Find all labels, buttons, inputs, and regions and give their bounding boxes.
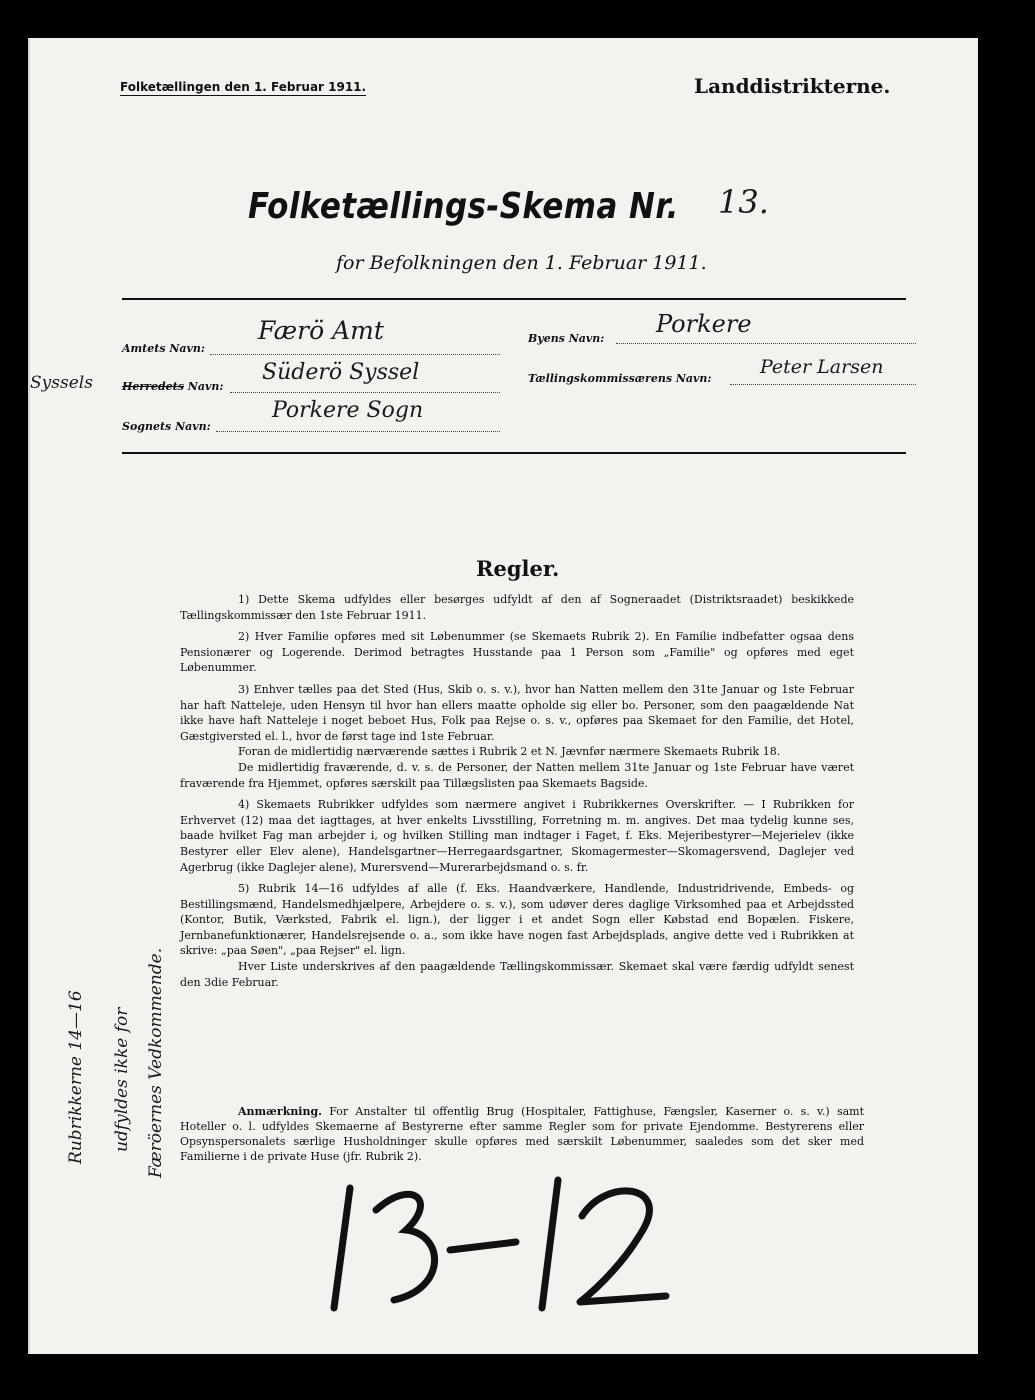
header-district-type: Landdistrikterne. — [694, 74, 891, 98]
amt-value: Færö Amt — [258, 316, 384, 345]
note-label: Anmærkning. — [238, 1105, 323, 1118]
note-text: For Anstalter til offentlig Brug (Hospitaler, Fattighuse, Fængsler, Kaserner o. s. v.) samt Hoteller o. l. udfyldes Skemaerne af Bestyrerne efter samme Regler som for private Ejendomme. Bestyrerens eller Opsynspersonalets særlige Husholdninger skulle opføres med særskilt Løbenummer, saaledes som det sker med Familierne i de private Huse (jfr. Rubrik 2). — [180, 1105, 864, 1163]
margin-note-line-1: Rubrikkerne 14—16 — [66, 990, 86, 1164]
census-form-page — [28, 38, 978, 1354]
herred-label-rest: Navn: — [187, 380, 224, 393]
herred-label — [122, 380, 223, 393]
herred-label-struck: Herredets — [122, 380, 184, 393]
rule-paragraph-3b: Foran de midlertidig nærværende sættes i Rubrik 2 et N. Jævnfør nærmere Skemaets Rubrik 18. — [238, 745, 781, 759]
kommissaer-value: Peter Larsen — [760, 356, 884, 378]
rule-paragraph-3c: De midlertidig fraværende, d. v. s. de Personer, der Natten mellem 31te Januar og 1ste Februar have været fraværende fra Hjemmet, opføres særskilt paa Tillægslisten paa Skemaets Bagside. — [180, 760, 854, 790]
header-census-date: Folketællingen den 1. Februar 1911. — [120, 80, 367, 94]
margin-note-line-3: Færöernes Vedkommende. — [146, 947, 166, 1178]
kommissaer-line — [730, 384, 916, 385]
rules-heading: Regler. — [476, 556, 560, 581]
form-subtitle: for Befolkningen den 1. Februar 1911. — [336, 252, 707, 274]
rule-paragraph-2: 2) Hver Familie opføres med sit Løbenummer (se Skemaets Rubrik 2). En Familie indbefatter ogsaa dens Pensionærer og Logerende. Derimod betragtes Husstande paa 1 Person som „Familie" og opføres med eget Løbenummer. — [180, 630, 854, 675]
sogn-line — [216, 431, 500, 432]
rule-paragraph-3: 3) Enhver tælles paa det Sted (Hus, Skib o. s. v.), hvor han Natten mellem den 31te Januar og 1ste Februar har haft Natteleje, uden Hensyn til hvor han ellers maatte opholde sig eller bo. Personer, som den paagældende Nat ikke have haft Natteleje i noget beboet Hus, Folk paa Rejse o. s. v., opføres paa Skemaet for den Familie, det Hotel, Gæstgiversted el. l., hvor de først tage ind 1ste Februar. — [180, 682, 854, 743]
kommissaer-label: Tællingskommissærens Navn: — [528, 372, 712, 385]
by-label: Byens Navn: — [528, 332, 605, 345]
note-block — [180, 1104, 864, 1164]
top-divider — [122, 298, 906, 300]
herred-margin-correction: Syssels — [30, 373, 93, 393]
form-title: Folketællings-Skema Nr. — [248, 186, 679, 227]
rule-paragraph-1: 1) Dette Skema udfyldes eller besørges udfyldt af den af Sogneraadet (Distriktsraadet) beskikkede Tællingskommissær den 1ste Februar 1911. — [180, 593, 854, 622]
amt-label: Amtets Navn: — [122, 342, 205, 355]
handwritten-number-13-12 — [320, 1168, 680, 1318]
amt-line — [210, 354, 500, 355]
by-value: Porkere — [656, 310, 752, 338]
rule-paragraph-4: 4) Skemaets Rubrikker udfyldes som nærmere angivet i Rubrikkernes Overskrifter. — I Rubrikken for Erhvervet (12) maa det iagttages, at hver enkelts Livsstilling, Forretning m. m. angives. Det maa tydelig kunne ses, baade hvilket Fag man arbejder i, og hvilken Stilling man indtager i Faget, f. Eks. Mejeribestyrer—Mejerielev (ikke Bestyrer eller Elev alene), Handelsgartner—Herregaardsgartner, Skomagermester—Skomagersvend, Daglejer ved Agerbrug (ikke Daglejer alene), Murersvend—Murerarbejdsmand o. s. fr. — [180, 798, 854, 874]
rules-body — [180, 592, 854, 996]
form-number-handwritten: 13. — [718, 183, 769, 221]
herred-value: Süderö Syssel — [262, 360, 420, 385]
margin-note-line-2: udfyldes ikke for — [112, 1007, 132, 1152]
rule-paragraph-5: 5) Rubrik 14—16 udfyldes af alle (f. Eks. Haandværkere, Handlende, Industridrivende, Embeds- og Bestillingsmænd, Handelsmedhjælpere, Arbejdere o. s. v.), som udøver deres daglige Virksomhed paa et Arbejdssted (Kontor, Butik, Værksted, Fabrik el. lign.), der ligger i et andet Sogn eller Købstad end Bopælen. Fiskere, Jernbanefunktionærer, Handelsrejsende o. a., som ikke have nogen fast Arbejdsplads, angive dette ved i Rubrikken at skrive: „paa Søen", „paa Rejser" el. lign. — [180, 882, 854, 958]
by-line — [616, 343, 916, 344]
fields-divider — [122, 452, 906, 454]
rule-paragraph-5b: Hver Liste underskrives af den paagældende Tællingskommissær. Skemaet skal være færdig udfyldt senest den 3die Februar. — [180, 960, 854, 989]
sogn-value: Porkere Sogn — [272, 398, 424, 423]
herred-line — [230, 392, 500, 393]
sogn-label: Sognets Navn: — [122, 420, 211, 433]
